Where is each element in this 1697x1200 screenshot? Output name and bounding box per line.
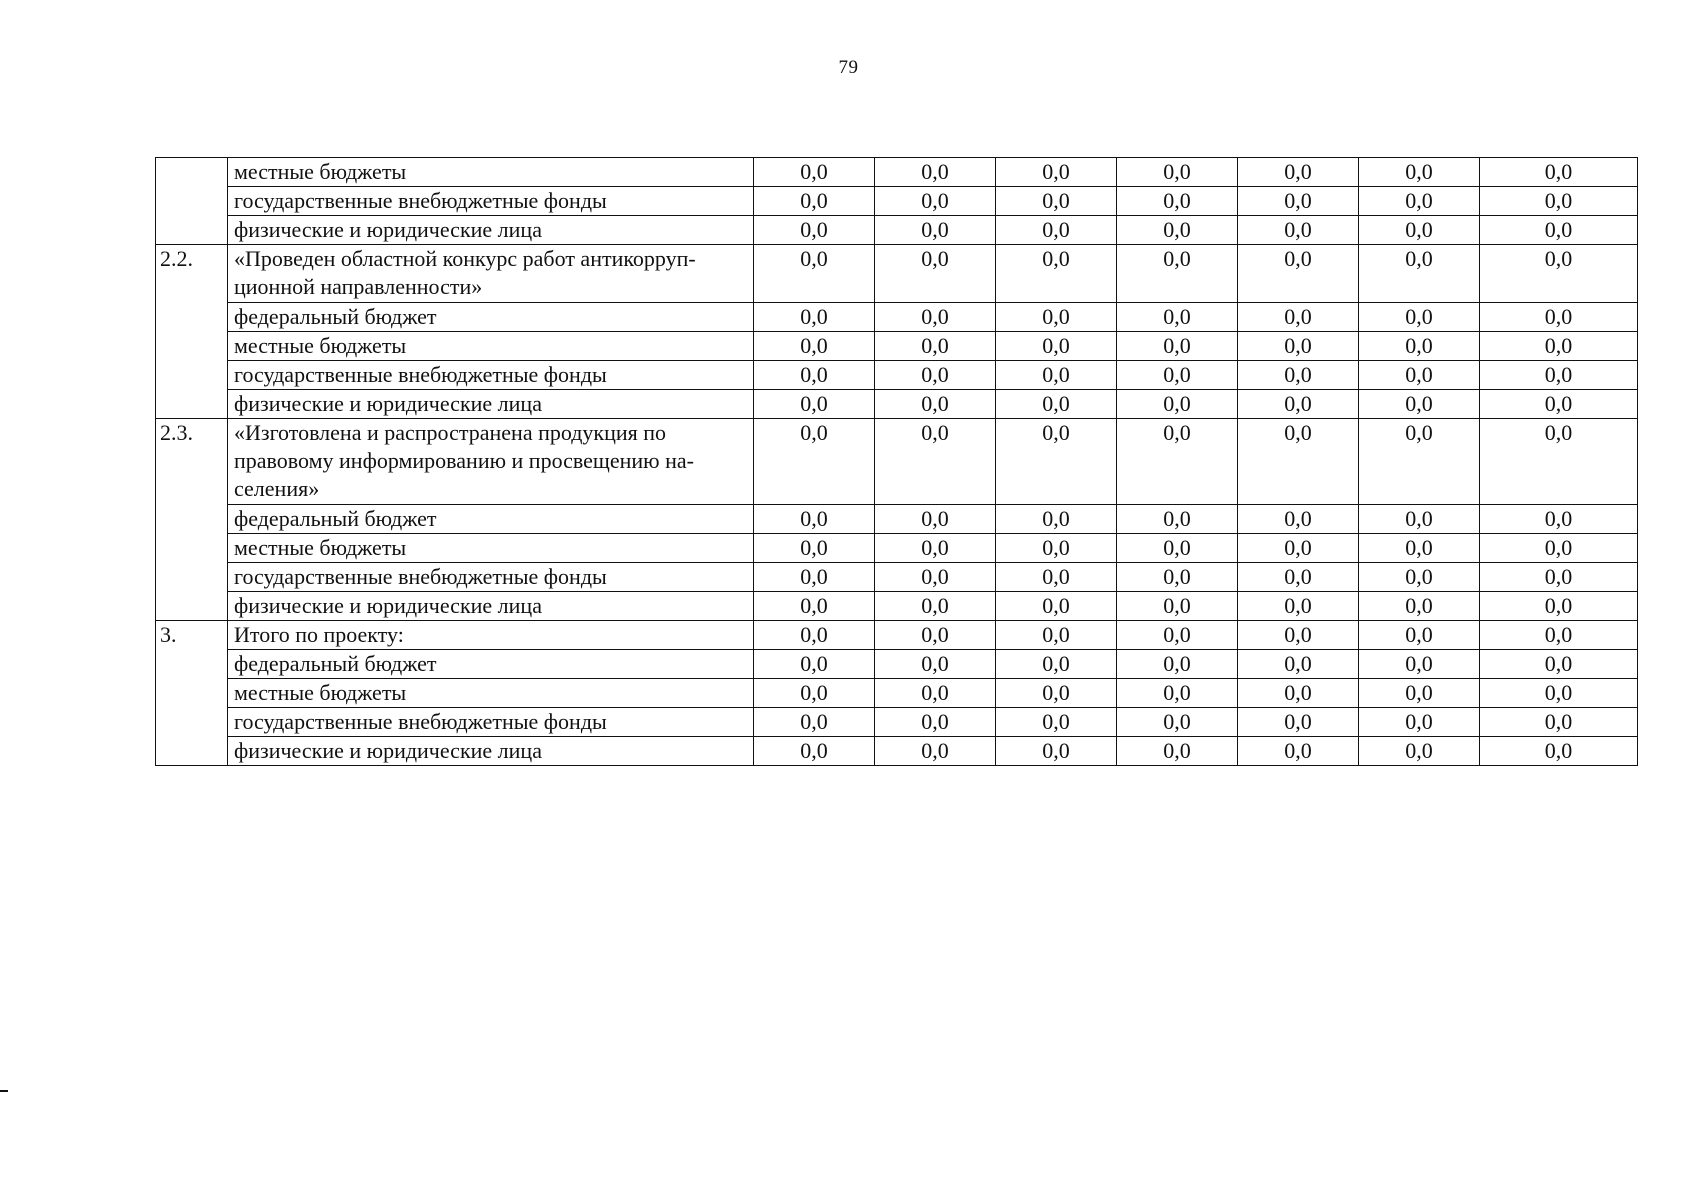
value-cell: 0,0 xyxy=(1359,361,1480,390)
value-cell: 0,0 xyxy=(1359,534,1480,563)
value-cell: 0,0 xyxy=(1117,737,1238,766)
table-row xyxy=(156,158,1638,187)
value-cell: 0,0 xyxy=(996,621,1117,650)
table-row xyxy=(156,708,1638,737)
value-cell: 0,0 xyxy=(1359,621,1480,650)
value-cell: 0,0 xyxy=(875,187,996,216)
value-cell: 0,0 xyxy=(1117,245,1238,303)
value-cell: 0,0 xyxy=(875,216,996,245)
value-cell: 0,0 xyxy=(875,303,996,332)
value-cell: 0,0 xyxy=(996,332,1117,361)
table-row xyxy=(156,245,1638,303)
row-label: государственные внебюджетные фонды xyxy=(228,708,754,737)
table-row xyxy=(156,737,1638,766)
value-cell: 0,0 xyxy=(1480,187,1638,216)
row-number: 2.2. xyxy=(156,245,228,419)
value-cell: 0,0 xyxy=(1117,621,1238,650)
value-cell: 0,0 xyxy=(1238,737,1359,766)
value-cell: 0,0 xyxy=(1359,563,1480,592)
value-cell: 0,0 xyxy=(1359,303,1480,332)
value-cell: 0,0 xyxy=(996,216,1117,245)
value-cell: 0,0 xyxy=(1480,505,1638,534)
value-cell: 0,0 xyxy=(1117,361,1238,390)
value-cell: 0,0 xyxy=(875,332,996,361)
value-cell: 0,0 xyxy=(1117,679,1238,708)
value-cell: 0,0 xyxy=(875,708,996,737)
value-cell: 0,0 xyxy=(1238,419,1359,505)
value-cell: 0,0 xyxy=(754,390,875,419)
value-cell: 0,0 xyxy=(1359,332,1480,361)
value-cell: 0,0 xyxy=(875,390,996,419)
value-cell: 0,0 xyxy=(875,534,996,563)
table-row xyxy=(156,332,1638,361)
row-label: местные бюджеты xyxy=(228,158,754,187)
page-number: 79 xyxy=(838,57,859,78)
value-cell: 0,0 xyxy=(996,419,1117,505)
value-cell: 0,0 xyxy=(996,361,1117,390)
value-cell: 0,0 xyxy=(875,419,996,505)
value-cell: 0,0 xyxy=(1117,563,1238,592)
table-row xyxy=(156,505,1638,534)
value-cell: 0,0 xyxy=(1238,332,1359,361)
value-cell: 0,0 xyxy=(1117,216,1238,245)
row-label: федеральный бюджет xyxy=(228,505,754,534)
value-cell: 0,0 xyxy=(754,563,875,592)
table-row xyxy=(156,303,1638,332)
value-cell: 0,0 xyxy=(875,650,996,679)
value-cell: 0,0 xyxy=(1480,332,1638,361)
row-label: местные бюджеты xyxy=(228,679,754,708)
row-label: федеральный бюджет xyxy=(228,650,754,679)
value-cell: 0,0 xyxy=(996,187,1117,216)
value-cell: 0,0 xyxy=(1359,679,1480,708)
value-cell: 0,0 xyxy=(996,390,1117,419)
value-cell: 0,0 xyxy=(1359,216,1480,245)
value-cell: 0,0 xyxy=(1359,245,1480,303)
value-cell: 0,0 xyxy=(754,650,875,679)
value-cell: 0,0 xyxy=(875,158,996,187)
value-cell: 0,0 xyxy=(1480,650,1638,679)
value-cell: 0,0 xyxy=(1238,245,1359,303)
value-cell: 0,0 xyxy=(754,679,875,708)
value-cell: 0,0 xyxy=(1238,216,1359,245)
row-number: 2.3. xyxy=(156,419,228,621)
value-cell: 0,0 xyxy=(754,187,875,216)
value-cell: 0,0 xyxy=(1480,563,1638,592)
value-cell: 0,0 xyxy=(996,303,1117,332)
row-label: физические и юридические лица xyxy=(228,592,754,621)
value-cell: 0,0 xyxy=(754,332,875,361)
value-cell: 0,0 xyxy=(1117,332,1238,361)
value-cell: 0,0 xyxy=(1480,303,1638,332)
scan-edge-mark xyxy=(0,1090,8,1092)
value-cell: 0,0 xyxy=(1238,708,1359,737)
row-label: «Изготовлена и распространена продукция по правовому информированию и просвещению на-селения» xyxy=(228,419,754,505)
value-cell: 0,0 xyxy=(1238,621,1359,650)
value-cell: 0,0 xyxy=(1238,679,1359,708)
value-cell: 0,0 xyxy=(754,534,875,563)
value-cell: 0,0 xyxy=(1359,419,1480,505)
row-label: государственные внебюджетные фонды xyxy=(228,361,754,390)
value-cell: 0,0 xyxy=(1117,158,1238,187)
value-cell: 0,0 xyxy=(754,303,875,332)
value-cell: 0,0 xyxy=(1480,679,1638,708)
value-cell: 0,0 xyxy=(754,621,875,650)
table-row xyxy=(156,563,1638,592)
value-cell: 0,0 xyxy=(754,505,875,534)
value-cell: 0,0 xyxy=(1117,708,1238,737)
table-row xyxy=(156,187,1638,216)
row-label: Итого по проекту: xyxy=(228,621,754,650)
value-cell: 0,0 xyxy=(875,563,996,592)
row-label: физические и юридические лица xyxy=(228,216,754,245)
row-label: государственные внебюджетные фонды xyxy=(228,187,754,216)
value-cell: 0,0 xyxy=(1117,534,1238,563)
row-label: физические и юридические лица xyxy=(228,737,754,766)
value-cell: 0,0 xyxy=(754,708,875,737)
value-cell: 0,0 xyxy=(1359,592,1480,621)
value-cell: 0,0 xyxy=(1238,390,1359,419)
budget-table xyxy=(155,157,1638,766)
value-cell: 0,0 xyxy=(875,679,996,708)
row-number: 3. xyxy=(156,621,228,766)
value-cell: 0,0 xyxy=(1480,621,1638,650)
value-cell: 0,0 xyxy=(754,158,875,187)
table-row xyxy=(156,216,1638,245)
value-cell: 0,0 xyxy=(1238,650,1359,679)
value-cell: 0,0 xyxy=(1117,650,1238,679)
value-cell: 0,0 xyxy=(996,505,1117,534)
value-cell: 0,0 xyxy=(1117,419,1238,505)
value-cell: 0,0 xyxy=(754,245,875,303)
table-row xyxy=(156,621,1638,650)
value-cell: 0,0 xyxy=(1480,419,1638,505)
row-number xyxy=(156,158,228,245)
row-label: государственные внебюджетные фонды xyxy=(228,563,754,592)
table-row xyxy=(156,650,1638,679)
value-cell: 0,0 xyxy=(996,158,1117,187)
value-cell: 0,0 xyxy=(1238,361,1359,390)
table-body xyxy=(156,158,1638,766)
table-row xyxy=(156,679,1638,708)
table-row xyxy=(156,361,1638,390)
value-cell: 0,0 xyxy=(996,679,1117,708)
value-cell: 0,0 xyxy=(875,361,996,390)
value-cell: 0,0 xyxy=(1480,245,1638,303)
value-cell: 0,0 xyxy=(1480,737,1638,766)
value-cell: 0,0 xyxy=(1238,303,1359,332)
value-cell: 0,0 xyxy=(996,737,1117,766)
value-cell: 0,0 xyxy=(1238,534,1359,563)
value-cell: 0,0 xyxy=(1359,650,1480,679)
value-cell: 0,0 xyxy=(754,737,875,766)
value-cell: 0,0 xyxy=(1238,563,1359,592)
row-label: местные бюджеты xyxy=(228,534,754,563)
row-label: местные бюджеты xyxy=(228,332,754,361)
value-cell: 0,0 xyxy=(996,708,1117,737)
value-cell: 0,0 xyxy=(1480,158,1638,187)
value-cell: 0,0 xyxy=(1480,534,1638,563)
value-cell: 0,0 xyxy=(1117,505,1238,534)
table-row xyxy=(156,419,1638,505)
value-cell: 0,0 xyxy=(996,592,1117,621)
value-cell: 0,0 xyxy=(754,361,875,390)
value-cell: 0,0 xyxy=(875,505,996,534)
value-cell: 0,0 xyxy=(996,563,1117,592)
row-label: «Проведен областной конкурс работ антикорруп-ционной направленности» xyxy=(228,245,754,303)
value-cell: 0,0 xyxy=(1238,158,1359,187)
value-cell: 0,0 xyxy=(875,621,996,650)
value-cell: 0,0 xyxy=(1238,505,1359,534)
table-row xyxy=(156,390,1638,419)
value-cell: 0,0 xyxy=(1117,303,1238,332)
value-cell: 0,0 xyxy=(1480,216,1638,245)
value-cell: 0,0 xyxy=(1117,592,1238,621)
value-cell: 0,0 xyxy=(1117,187,1238,216)
value-cell: 0,0 xyxy=(754,419,875,505)
value-cell: 0,0 xyxy=(996,245,1117,303)
value-cell: 0,0 xyxy=(1238,187,1359,216)
value-cell: 0,0 xyxy=(1480,592,1638,621)
value-cell: 0,0 xyxy=(1359,390,1480,419)
table-row xyxy=(156,592,1638,621)
value-cell: 0,0 xyxy=(1480,390,1638,419)
value-cell: 0,0 xyxy=(1359,505,1480,534)
value-cell: 0,0 xyxy=(1359,708,1480,737)
row-label: федеральный бюджет xyxy=(228,303,754,332)
value-cell: 0,0 xyxy=(875,245,996,303)
value-cell: 0,0 xyxy=(875,737,996,766)
value-cell: 0,0 xyxy=(754,592,875,621)
value-cell: 0,0 xyxy=(1359,187,1480,216)
value-cell: 0,0 xyxy=(1480,361,1638,390)
row-label: физические и юридические лица xyxy=(228,390,754,419)
value-cell: 0,0 xyxy=(1480,708,1638,737)
value-cell: 0,0 xyxy=(1117,390,1238,419)
value-cell: 0,0 xyxy=(996,650,1117,679)
value-cell: 0,0 xyxy=(1359,737,1480,766)
value-cell: 0,0 xyxy=(996,534,1117,563)
table-row xyxy=(156,534,1638,563)
value-cell: 0,0 xyxy=(1238,592,1359,621)
value-cell: 0,0 xyxy=(875,592,996,621)
value-cell: 0,0 xyxy=(754,216,875,245)
value-cell: 0,0 xyxy=(1359,158,1480,187)
